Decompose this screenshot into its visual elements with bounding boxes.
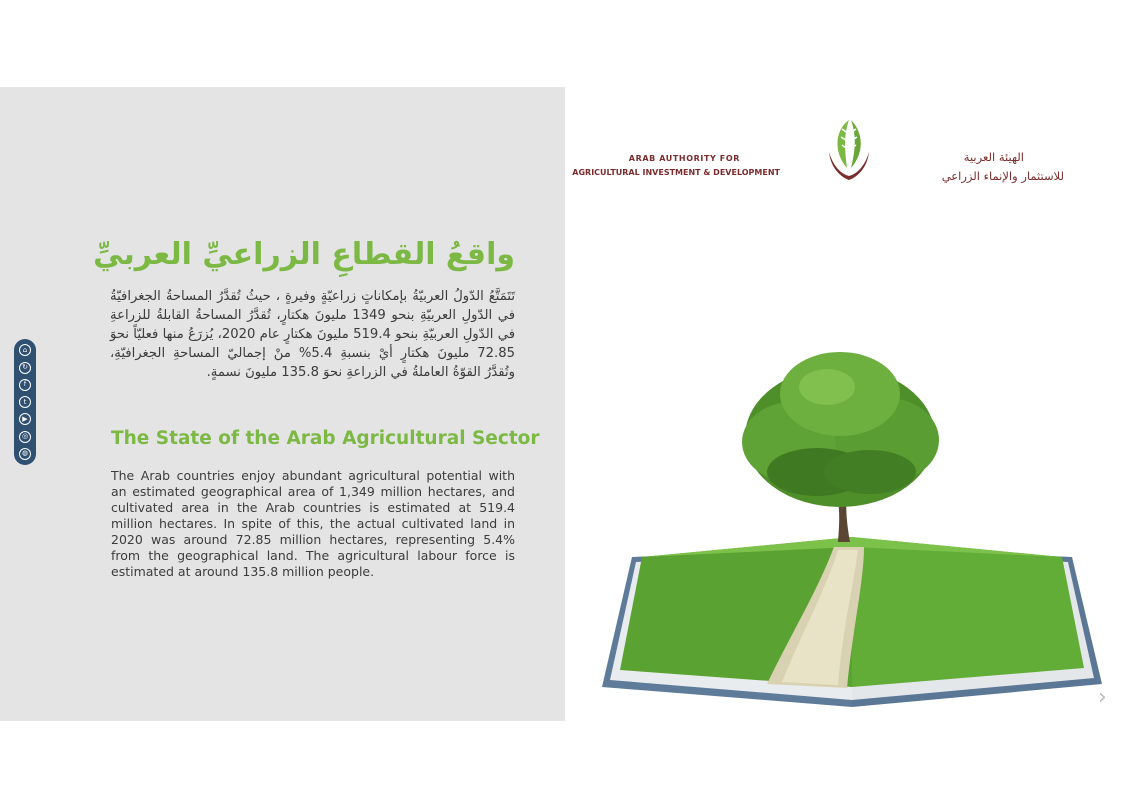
logo-english-text — [572, 152, 780, 180]
english-paragraph: The Arab countries enjoy abundant agricultural potential with an estimated geographical area of 1,349 million hectares, and cultivated area in the Arab countries is estimated at 519.4 million hectares. In spite of this, the actual cultivated land in 2020 was around 72.85 million hectares, representing 5.4% from the geographical land. The agricultural labour force is estimated at around 135.8 million people. — [111, 468, 515, 579]
facebook-icon[interactable]: f — [19, 379, 31, 391]
left-page — [0, 87, 565, 721]
english-title: The State of the Arab Agricultural Sector — [111, 428, 540, 449]
web-icon[interactable]: ◍ — [19, 448, 31, 460]
aaaid-logo — [572, 112, 1080, 192]
arabic-title: واقعُ القطاعِ الزراعيِّ العربيِّ — [93, 237, 515, 272]
logo-en-line2: AGRICULTURAL INVESTMENT & DEVELOPMENT — [572, 168, 780, 177]
open-book-tree-illustration — [602, 332, 1102, 712]
youtube-icon[interactable]: ▶ — [19, 413, 31, 425]
arabic-paragraph: تَتَمَتَّعُ الدّولُ العربيّةُ بإمكاناتٍ زراعيّةٍ وفيرةٍ ، حيثُ تُقدَّرُ المساحةُ الجغرافيّةُ في الدّولِ العربيّةِ بنحو 1349 مليونَ هكتارٍ، تُقدَّرُ المساحةُ القابلةُ للزراعةِ في الدّولِ العربيّةِ بنحو 519.4 مليونَ هكتارٍ عام 2020، يُزرَعُ منها فعليّاً نحوَ 72.85 مليونَ هكتارٍ أيْ بنسبةِ 5.4% منْ إجماليّ المساحةِ الجغرافيّةِ، وتُقدَّرُ القوّةُ العاملةُ في الزراعةِ نحوَ 135.8 مليونَ نسمةٍ. — [110, 289, 515, 380]
next-page-arrow-icon[interactable]: › — [1098, 685, 1107, 710]
logo-ar-line1: الهيئة العربية — [963, 150, 1024, 164]
home-icon[interactable]: ⌂ — [19, 344, 31, 356]
social-share-bar — [14, 339, 36, 465]
wheat-leaf-icon — [825, 112, 873, 182]
refresh-icon[interactable]: ↻ — [19, 362, 31, 374]
instagram-icon[interactable]: ◎ — [19, 431, 31, 443]
logo-arabic-text — [874, 148, 1064, 186]
logo-en-line1: ARAB AUTHORITY FOR — [628, 154, 740, 163]
logo-ar-line2: للاستثمار والإنماء الزراعي — [941, 169, 1064, 183]
twitter-icon[interactable]: t — [19, 396, 31, 408]
